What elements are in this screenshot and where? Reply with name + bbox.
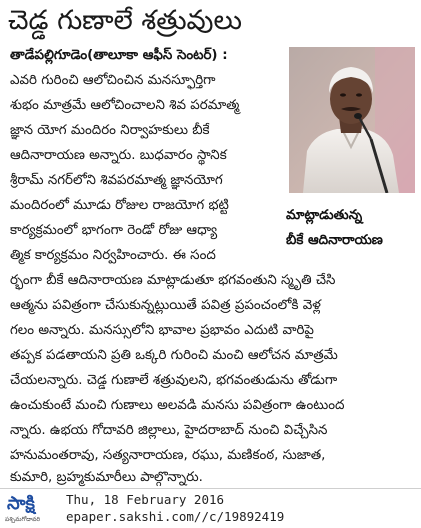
- article-line: చేయలన్నారు. చెడ్డ గుణాలే శత్రువులని, భగవంతుడును తోడుగా: [10, 373, 338, 388]
- article-line: ఉంచుకుంటే మంచి గుణాలు అలవడి మనసు పవిత్రంగా ఉంటుంద: [10, 398, 345, 413]
- footer: [0, 488, 421, 528]
- article-line: ఆత్మను పవిత్రంగా చేసుకున్నట్లుయితే పవిత్ర ప్రపంచంలోకి వెళ్ల: [10, 298, 321, 313]
- article-line: న్నారు. ఉభయ గోదావరి జిల్లాలు, హైదరాబాద్ నుంచి విచ్చేసిన: [10, 423, 328, 438]
- article-line: జ్ఞాన యోగ మందిరం నిర్వాహకులు బీకే: [10, 123, 210, 138]
- logo-text: సాక్షి: [7, 493, 35, 514]
- publication-date: Thu, 18 February 2016: [66, 492, 225, 507]
- logo-subtext: పశ్చిమగోదావరి: [5, 516, 41, 523]
- article-line: తప్పక పడతాయని ప్రతి ఒక్కరి గురించి మంచి ఆలోచన మాత్రమే: [10, 348, 338, 363]
- article-line: తాడేపల్లిగూడెం(తాలూకా ఆఫీస్ సెంటర్) :: [10, 48, 228, 63]
- article-line: ఆదినారాయణ అన్నారు. బుధవారం స్థానిక: [10, 148, 227, 163]
- article-line: ఎవరి గురించి ఆలోచించిన మనస్ఫూర్తిగా: [10, 73, 216, 88]
- article-line: శ్రీరామ్ నగర్‌లోని శివపరమాత్మ జ్ఞానయోగ: [10, 173, 223, 188]
- article-line: కుమారి, బ్రహ్మకుమారీలు పాల్గొన్నారు.: [10, 470, 203, 485]
- epaper-link[interactable]: epaper.sakshi.com//c/19892419: [66, 509, 285, 524]
- headline: చెడ్డ గుణాలే శత్రువులు: [8, 5, 242, 36]
- sakshi-logo: [4, 493, 58, 524]
- article-line: కార్యక్రమంలో భాగంగా రెండో రోజు ఆధ్యా: [10, 223, 218, 238]
- photo-caption-line1: మాట్లాడుతున్న: [286, 208, 363, 223]
- article-line: మందిరంలో మూడు రోజుల రాజయోగ భట్టి: [10, 198, 229, 213]
- article-line: త్మిక కార్యక్రమం నిర్వహించారు. ఈ సంద: [10, 248, 216, 263]
- article-line: ర్భంగా బీకే ఆదినారాయణ మాట్లాడుతూ భగవంతుని స్మృతి చేసి: [10, 273, 336, 288]
- speaker-photo: [289, 47, 415, 193]
- article-line: గలం అన్నారు. మనస్సులోని భావాల ప్రభావం ఎదుటి వారిపై: [10, 323, 314, 338]
- photo-caption-line2: బీకే ఆదినారాయణ: [286, 233, 383, 248]
- article-line: హనుమంతరావు, సత్యనారాయణ, రఘు, మణికంఠ, సుజాత,: [10, 448, 326, 463]
- article-line: శుభం మాత్రమే ఆలోచించాలని శివ పరమాత్మ: [10, 98, 240, 113]
